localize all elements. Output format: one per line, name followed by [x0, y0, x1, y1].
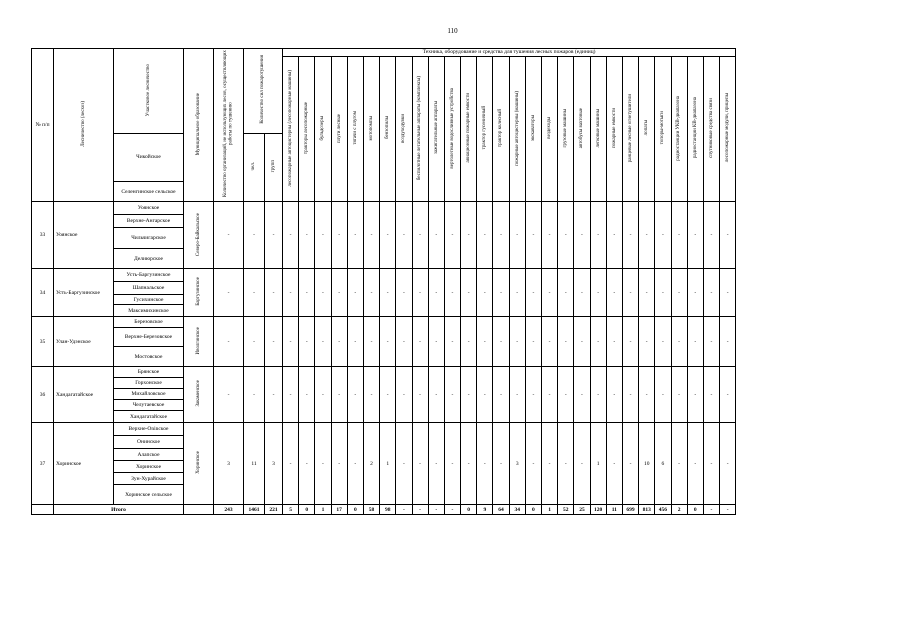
row-people: - [244, 317, 265, 367]
row-tech-value: - [590, 269, 606, 317]
row-tech-value: - [671, 367, 687, 423]
row-tech-value: - [542, 367, 558, 423]
table-row [32, 423, 736, 436]
row-district: Делиюрское [114, 249, 184, 269]
row-tech-value: - [655, 202, 671, 269]
row-num: 33 [32, 202, 54, 269]
row-orgs: - [214, 367, 244, 423]
total-tech-value: 1 [315, 505, 331, 515]
row-tech-value: - [671, 423, 687, 505]
row-tech-value: - [590, 317, 606, 367]
row-tech-value: - [606, 202, 622, 269]
total-tech-value: 0 [347, 505, 363, 515]
row-groups: - [265, 269, 283, 317]
total-tech-value: - [412, 505, 428, 515]
row-num: 37 [32, 423, 54, 505]
row-tech-value: - [703, 423, 719, 505]
row-tech-value: 6 [655, 423, 671, 505]
header-tech-21: ранцевые лесные огнетушители [622, 57, 638, 202]
row-tech-value: - [606, 423, 622, 505]
row-tech-value: - [542, 317, 558, 367]
row-tech-value: - [558, 423, 574, 505]
row-tech-value: - [493, 423, 509, 505]
row-tech-value: - [639, 269, 655, 317]
total-tech-value: 456 [655, 505, 671, 515]
total-num [32, 505, 54, 515]
row-district: Усть-Баргузинское [114, 269, 184, 282]
page-number: 110 [447, 27, 458, 35]
header-orgs: Количество организаций, не использующих лесов, осуществляющих работы по тушению [214, 49, 244, 202]
row-tech-value: - [444, 317, 460, 367]
row-tech-value: 1 [590, 423, 606, 505]
total-people: 1461 [244, 505, 265, 515]
row-district: Максимихинское [114, 305, 184, 317]
row-tech-value: - [363, 269, 379, 317]
row-tech-value: 2 [363, 423, 379, 505]
row-tech-value: - [687, 202, 703, 269]
row-tech-value: - [671, 317, 687, 367]
row-tech-value: - [380, 367, 396, 423]
row-tech-value: - [509, 367, 525, 423]
row-tech-value: - [396, 367, 412, 423]
row-tech-value: - [525, 269, 541, 317]
row-tech-value: - [493, 269, 509, 317]
total-tech-value: 1 [542, 505, 558, 515]
row-tech-value: - [428, 202, 444, 269]
header-tech-20: пожарные емкости [606, 57, 622, 202]
header-district: Участковое лесничество [114, 49, 184, 134]
row-tech-value: - [299, 423, 315, 505]
row-tech-value: - [412, 202, 428, 269]
table-row [32, 317, 736, 328]
row-tech-value: - [331, 202, 347, 269]
row-forestry: Улан-Удэнское [54, 317, 114, 367]
row-tech-value: - [542, 423, 558, 505]
row-forestry: Усть-Баргузинское [54, 269, 114, 317]
header-forces: Количество сил пожаротушения [244, 49, 283, 134]
row-tech-value: - [639, 367, 655, 423]
row-tech-value: - [542, 269, 558, 317]
total-tech-value: 0 [687, 505, 703, 515]
row-district: Мостовское [114, 347, 184, 367]
row-tech-value: 1 [380, 423, 396, 505]
row-tech-value: - [363, 202, 379, 269]
row-tech-value: - [380, 317, 396, 367]
row-tech-value: - [558, 317, 574, 367]
row-tech-value: - [703, 367, 719, 423]
row-forestry: Хоринское [54, 423, 114, 505]
row-tech-value: - [525, 317, 541, 367]
row-forestry: Уоянское [54, 202, 114, 269]
row-tech-value: - [412, 423, 428, 505]
row-tech-value: - [639, 202, 655, 269]
district-top-0: Чикойское [114, 133, 184, 182]
header-tech-7: воздуходувки [396, 57, 412, 202]
header-tech-18: автобусы вахтовые [574, 57, 590, 202]
row-people: - [244, 367, 265, 423]
header-tech-17: грузовые машины [558, 57, 574, 202]
row-orgs: 3 [214, 423, 244, 505]
row-tech-value: - [590, 367, 606, 423]
row-tech-value: - [622, 423, 638, 505]
header-groups: групп [265, 133, 283, 202]
row-tech-value: - [574, 269, 590, 317]
total-tech-value: - [428, 505, 444, 515]
row-tech-value: - [396, 269, 412, 317]
total-groups: 221 [265, 505, 283, 515]
row-tech-value: - [622, 202, 638, 269]
row-tech-value: - [639, 317, 655, 367]
total-tech-value: - [703, 505, 719, 515]
row-tech-value: - [622, 317, 638, 367]
row-tech-value: - [655, 317, 671, 367]
row-groups: - [265, 202, 283, 269]
row-district: Зун-Хурайское [114, 473, 184, 485]
row-tech-value: - [331, 367, 347, 423]
table-row [32, 269, 736, 282]
header-tech-26: спутниковые средства связи [703, 57, 719, 202]
row-tech-value: - [299, 367, 315, 423]
row-tech-value: - [493, 367, 509, 423]
row-num: 36 [32, 367, 54, 423]
row-district: Брянское [114, 367, 184, 378]
row-orgs: - [214, 269, 244, 317]
row-tech-value: - [574, 367, 590, 423]
header-tech-23: топоры-мотыги [655, 57, 671, 202]
row-district: Шапнальское [114, 282, 184, 295]
row-district: Верхне-Оninское [114, 423, 184, 436]
row-district: Горхонское [114, 378, 184, 389]
row-tech-value: - [299, 269, 315, 317]
row-tech-value: - [720, 269, 736, 317]
row-tech-value: - [558, 269, 574, 317]
row-tech-value: - [477, 269, 493, 317]
row-tech-value: - [606, 317, 622, 367]
row-tech-value: - [493, 202, 509, 269]
row-tech-value: - [331, 269, 347, 317]
header-tech-6: бензопилы [380, 57, 396, 202]
row-tech-value: - [363, 317, 379, 367]
row-tech-value: - [283, 423, 299, 505]
row-municipal: Северо-Байкальское [184, 202, 214, 269]
row-tech-value: - [347, 317, 363, 367]
row-district: Уоянское [114, 202, 184, 215]
row-district: Онинское [114, 436, 184, 449]
row-tech-value: - [461, 367, 477, 423]
row-municipal: Иволгинское [184, 317, 214, 367]
total-label: Итого [54, 505, 184, 515]
header-tech-9: зажигательные аппараты [428, 57, 444, 202]
row-tech-value: - [574, 202, 590, 269]
header-tech-2: бульдозеры [315, 57, 331, 202]
row-tech-value: - [703, 202, 719, 269]
row-tech-value: - [444, 423, 460, 505]
row-tech-value: - [558, 202, 574, 269]
row-tech-value: - [477, 423, 493, 505]
row-tech-value: - [412, 269, 428, 317]
row-num: 35 [32, 317, 54, 367]
total-tech-value: 0 [525, 505, 541, 515]
header-num: № п/п [32, 49, 54, 202]
header-tech-25: радиостанции КВ-диапазона [687, 57, 703, 202]
header-tech-4: тягачи с плугом [347, 57, 363, 202]
total-tech-value: 5 [283, 505, 299, 515]
row-district: Чильчигарское [114, 228, 184, 249]
total-tech-value: 813 [639, 505, 655, 515]
row-tech-value: - [412, 317, 428, 367]
row-tech-value: - [380, 269, 396, 317]
total-tech-value: 0 [299, 505, 315, 515]
row-tech-value: - [525, 202, 541, 269]
total-tech-value: 2 [671, 505, 687, 515]
total-tech-value: 9 [477, 505, 493, 515]
row-tech-value: - [622, 269, 638, 317]
row-municipal: Хоринское [184, 423, 214, 505]
row-tech-value: - [299, 317, 315, 367]
row-groups: - [265, 317, 283, 367]
row-tech-value: - [720, 317, 736, 367]
row-tech-value: - [315, 202, 331, 269]
row-tech-value: - [687, 423, 703, 505]
row-tech-value: - [655, 269, 671, 317]
row-tech-value: - [655, 367, 671, 423]
total-row [32, 505, 736, 515]
forest-fire-resources-table [31, 48, 736, 515]
total-tech-value: - [720, 505, 736, 515]
table-row [32, 202, 736, 215]
header-tech-22: лопаты [639, 57, 655, 202]
row-tech-value: - [363, 367, 379, 423]
total-tech-value: - [396, 505, 412, 515]
row-district: Гусихинское [114, 295, 184, 305]
header-forestry: Лесничество (лесхоз) [54, 49, 114, 202]
total-tech-value: 699 [622, 505, 638, 515]
total-tech-value: 64 [493, 505, 509, 515]
row-orgs: - [214, 202, 244, 269]
row-tech-value: - [428, 423, 444, 505]
total-tech-value: 98 [380, 505, 396, 515]
row-tech-value: - [525, 367, 541, 423]
row-people: - [244, 269, 265, 317]
row-district: Челутаевское [114, 400, 184, 411]
header-tech-27: лесопожарные модули, прицепы [720, 57, 736, 202]
header-tech-10: вертолетные водосливные устройства [444, 57, 460, 202]
row-tech-value: - [622, 367, 638, 423]
district-top-1: Селенгинское сельское [114, 182, 184, 202]
row-groups: - [265, 367, 283, 423]
header-tech-16: вездеходы [542, 57, 558, 202]
row-people: - [244, 202, 265, 269]
row-tech-value: - [703, 317, 719, 367]
row-district: Михайловское [114, 389, 184, 400]
row-tech-value: - [671, 269, 687, 317]
row-tech-value: - [347, 423, 363, 505]
row-tech-value: - [315, 269, 331, 317]
total-municipal [184, 505, 214, 515]
row-district: Алапское [114, 449, 184, 461]
row-tech-value: - [606, 367, 622, 423]
total-tech-value: 0 [461, 505, 477, 515]
header-tech-13: трактор колесный [493, 57, 509, 202]
row-tech-value: - [347, 367, 363, 423]
row-tech-value: - [428, 367, 444, 423]
total-tech-value: 120 [590, 505, 606, 515]
header-tech-24: радиостанции УКВ-диапазона [671, 57, 687, 202]
header-people: чел. [244, 133, 265, 202]
row-tech-value: - [347, 202, 363, 269]
row-tech-value: - [461, 317, 477, 367]
row-tech-value: - [720, 423, 736, 505]
header-tech-19: легковые машины [590, 57, 606, 202]
row-tech-value: - [477, 202, 493, 269]
row-tech-value: - [671, 202, 687, 269]
header-tech-3: плуги лесные [331, 57, 347, 202]
row-district: Хоринское [114, 461, 184, 473]
total-tech-value: 17 [331, 505, 347, 515]
row-tech-value: - [590, 202, 606, 269]
row-tech-value: - [509, 269, 525, 317]
row-tech-value: - [574, 317, 590, 367]
row-tech-value: - [283, 317, 299, 367]
row-tech-value: - [444, 202, 460, 269]
row-tech-value: - [315, 423, 331, 505]
row-tech-value: 3 [509, 423, 525, 505]
row-tech-value: - [461, 423, 477, 505]
row-tech-value: - [396, 423, 412, 505]
row-tech-value: - [444, 269, 460, 317]
table-row [32, 367, 736, 378]
row-tech-value: - [703, 269, 719, 317]
header-tech-5: мотопомпы [363, 57, 379, 202]
row-tech-value: - [477, 367, 493, 423]
row-district: Хоринское сельское [114, 485, 184, 505]
header-municipal: Муниципальное образование [184, 49, 214, 202]
row-tech-value: 10 [639, 423, 655, 505]
row-tech-value: - [380, 202, 396, 269]
row-tech-value: - [331, 423, 347, 505]
row-tech-value: - [396, 202, 412, 269]
row-tech-value: - [428, 269, 444, 317]
total-tech-value: 52 [558, 505, 574, 515]
row-tech-value: - [412, 367, 428, 423]
row-tech-value: - [428, 317, 444, 367]
header-tech-0: лесопожарные автоцистерны (лесопожарные машины) [283, 57, 299, 202]
row-forestry: Хандагатайское [54, 367, 114, 423]
total-tech-value: 58 [363, 505, 379, 515]
total-tech-value: 11 [606, 505, 622, 515]
header-tech-14: пожарные автоцистерны (машины) [509, 57, 525, 202]
header-tech-group: Техника, оборудование и средства для тушения лесных пожаров (единиц) [283, 49, 736, 57]
row-district: Березовское [114, 317, 184, 328]
total-orgs: 243 [214, 505, 244, 515]
row-tech-value: - [720, 367, 736, 423]
total-tech-value: 25 [574, 505, 590, 515]
row-district: Верхне-Ангарское [114, 215, 184, 228]
row-tech-value: - [444, 367, 460, 423]
row-tech-value: - [509, 317, 525, 367]
row-tech-value: - [687, 269, 703, 317]
row-tech-value: - [525, 423, 541, 505]
row-tech-value: - [461, 202, 477, 269]
row-tech-value: - [315, 367, 331, 423]
row-tech-value: - [283, 367, 299, 423]
row-tech-value: - [477, 317, 493, 367]
row-tech-value: - [396, 317, 412, 367]
row-tech-value: - [299, 202, 315, 269]
row-municipal: Закаменское [184, 367, 214, 423]
row-tech-value: - [509, 202, 525, 269]
row-num: 34 [32, 269, 54, 317]
header-tech-11: авиационные пожарные емкости [461, 57, 477, 202]
row-groups: 3 [265, 423, 283, 505]
total-tech-value: - [444, 505, 460, 515]
row-tech-value: - [542, 202, 558, 269]
row-tech-value: - [331, 317, 347, 367]
row-district: Хандагатайское [114, 411, 184, 423]
row-tech-value: - [315, 317, 331, 367]
row-tech-value: - [574, 423, 590, 505]
row-tech-value: - [461, 269, 477, 317]
total-tech-value: 34 [509, 505, 525, 515]
row-people: 11 [244, 423, 265, 505]
row-tech-value: - [720, 202, 736, 269]
row-orgs: - [214, 317, 244, 367]
row-tech-value: - [347, 269, 363, 317]
row-tech-value: - [283, 269, 299, 317]
row-tech-value: - [687, 367, 703, 423]
header-tech-15: экскаваторы [525, 57, 541, 202]
row-tech-value: - [493, 317, 509, 367]
row-tech-value: - [606, 269, 622, 317]
row-tech-value: - [687, 317, 703, 367]
header-tech-12: трактор гусеничный [477, 57, 493, 202]
header-tech-8: беспилотные летательные аппараты (комплексы) [412, 57, 428, 202]
row-tech-value: - [283, 202, 299, 269]
header-tech-1: тракторы лесопожарные [299, 57, 315, 202]
row-district: Верхне-Березовское [114, 328, 184, 347]
row-tech-value: - [558, 367, 574, 423]
row-municipal: Баргузинское [184, 269, 214, 317]
